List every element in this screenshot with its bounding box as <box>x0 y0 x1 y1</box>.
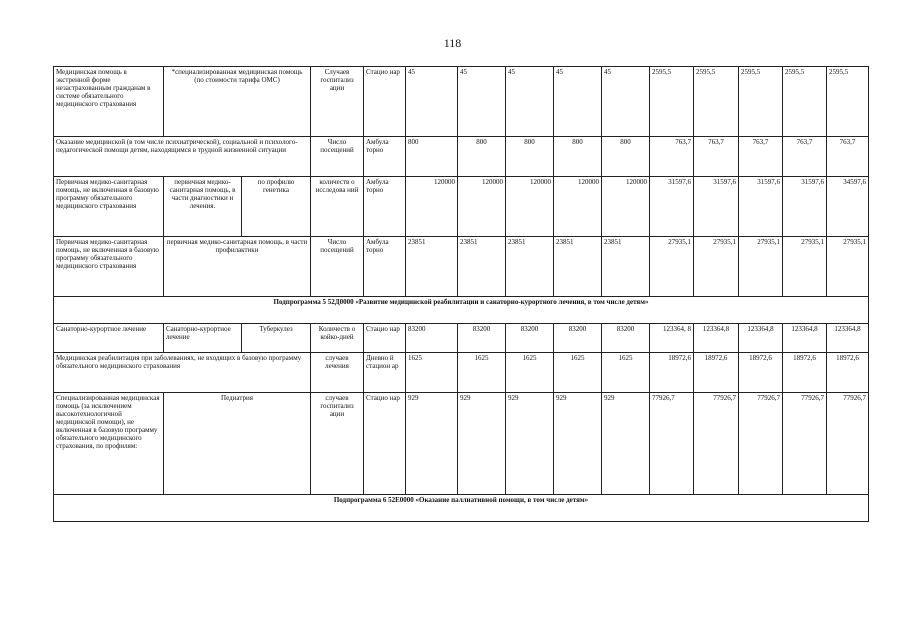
row-v4: 120000 <box>602 177 650 237</box>
row-condition: Амбула торно <box>364 137 406 177</box>
row-base: 120000 <box>406 177 458 237</box>
row-v1: 1625 <box>458 353 506 393</box>
row-c2: 763,7 <box>739 137 783 177</box>
table-row <box>54 237 869 297</box>
row-profile: первичная медико-санитарная помощь, в части профилактики <box>164 237 311 297</box>
subprogram-row <box>54 297 869 324</box>
row-c1: 77926,7 <box>694 393 739 495</box>
row-care: Санаторно-курортное лечение <box>164 324 242 353</box>
row-unit: Случаев госпитализ ации <box>311 67 364 137</box>
row-v4: 45 <box>602 67 650 137</box>
row-c2: 77926,7 <box>739 393 783 495</box>
row-c3: 763,7 <box>783 137 827 177</box>
row-unit: Количеств о койко-дней <box>311 324 364 353</box>
row-v3: 1625 <box>554 353 602 393</box>
row-v4: 83200 <box>602 324 650 353</box>
row-cost: 27935,1 <box>650 237 694 297</box>
row-v2: 1625 <box>506 353 554 393</box>
program-table <box>53 66 869 522</box>
row-v2: 800 <box>506 137 554 177</box>
row-v4: 800 <box>602 137 650 177</box>
row-care: первичная медико-санитарная помощь, в части диагностики и лечения. <box>164 177 242 237</box>
row-unit: Число посещений <box>311 137 364 177</box>
row-profile: Педиатрия <box>164 393 311 495</box>
row-c1: 763,7 <box>694 137 739 177</box>
page-number: 118 <box>443 36 462 50</box>
row-condition: Стацио нар <box>364 67 406 137</box>
row-unit: случаев госпитализ ации <box>311 393 364 495</box>
row-v3: 23851 <box>554 237 602 297</box>
subprogram-row <box>54 495 869 522</box>
row-v1: 120000 <box>458 177 506 237</box>
row-v3: 120000 <box>554 177 602 237</box>
row-v1: 800 <box>458 137 506 177</box>
row-c3: 123364,8 <box>783 324 827 353</box>
row-c2: 27935,1 <box>739 237 783 297</box>
row-cost: 77926,7 <box>650 393 694 495</box>
row-v4: 23851 <box>602 237 650 297</box>
row-v2: 929 <box>506 393 554 495</box>
row-base: 23851 <box>406 237 458 297</box>
row-c4: 77926,7 <box>827 393 869 495</box>
row-v1: 23851 <box>458 237 506 297</box>
table-row <box>54 324 869 353</box>
row-name: Санаторно-курортное лечение <box>54 324 164 353</box>
row-v3: 83200 <box>554 324 602 353</box>
row-c1: 123364,8 <box>694 324 739 353</box>
row-v4: 1625 <box>602 353 650 393</box>
row-c3: 2595,5 <box>783 67 827 137</box>
row-name: Первичная медико-санитарная помощь, не включенная в базовую программу обязательного медицинского страхования <box>54 177 164 237</box>
row-v3: 929 <box>554 393 602 495</box>
row-base: 83200 <box>406 324 458 353</box>
row-c1: 2595,5 <box>694 67 739 137</box>
row-name: Первичная медико-санитарная помощь, не включенная в базовую программу обязательного медицинского страхования <box>54 237 164 297</box>
row-condition: Стацио нар <box>364 393 406 495</box>
row-c2: 31597,6 <box>739 177 783 237</box>
row-profile: Туберкулез <box>242 324 311 353</box>
row-v1: 83200 <box>458 324 506 353</box>
row-c1: 18972,6 <box>694 353 739 393</box>
row-base: 800 <box>406 137 458 177</box>
row-cost: 31597,6 <box>650 177 694 237</box>
row-cost: 2595,5 <box>650 67 694 137</box>
row-v1: 45 <box>458 67 506 137</box>
row-v1: 929 <box>458 393 506 495</box>
subprogram-6-title: Подпрограмма 6 52Е0000 «Оказание паллиативной помощи, в том числе детям» <box>54 495 869 522</box>
row-name: Медицинская реабилитация при заболеваниях, не входящих в базовую программу обязательного медицинского страхования <box>54 353 311 393</box>
row-condition: Амбула торно <box>364 237 406 297</box>
row-c1: 27935,1 <box>694 237 739 297</box>
row-v2: 45 <box>506 67 554 137</box>
row-v3: 45 <box>554 67 602 137</box>
row-cost: 763,7 <box>650 137 694 177</box>
row-c4: 27935,1 <box>827 237 869 297</box>
row-name: Медицинская помощь в экстренной форме незастрахованным гражданам в системе обязательного медицинского страхования <box>54 67 164 137</box>
row-cost: 18972,6 <box>650 353 694 393</box>
row-name: Специализированная медицинская помощь (за исключением высокотехнологичной медицинской помощи), не включенная в базовую программу обязательного медицинского страхования, по профилям: <box>54 393 164 495</box>
row-c4: 18972,6 <box>827 353 869 393</box>
row-unit: Число посещений <box>311 237 364 297</box>
table-row <box>54 353 869 393</box>
row-v3: 800 <box>554 137 602 177</box>
row-c3: 18972,6 <box>783 353 827 393</box>
row-c3: 31597,6 <box>783 177 827 237</box>
row-cost: 123364, 8 <box>650 324 694 353</box>
row-v2: 23851 <box>506 237 554 297</box>
row-base: 1625 <box>406 353 458 393</box>
table-row <box>54 177 869 237</box>
row-c1: 31597,6 <box>694 177 739 237</box>
row-c4: 34597,6 <box>827 177 869 237</box>
row-unit: количеств о исследова ний <box>311 177 364 237</box>
row-unit: случаев лечения <box>311 353 364 393</box>
row-name: Оказание медицинской (в том числе психиатрической), социальной и психолого-педагогической помощи детям, находящимся в трудной жизненной ситуации <box>54 137 311 177</box>
row-profile: по профилю генетика <box>242 177 311 237</box>
subprogram-5-title: Подпрограмма 5 52Д0000 «Развитие медицинской реабилитации и санаторно-курортного лечения, в том числе детям» <box>54 297 869 324</box>
row-c2: 123364,8 <box>739 324 783 353</box>
row-c2: 18972,6 <box>739 353 783 393</box>
row-base: 929 <box>406 393 458 495</box>
row-c4: 123364,8 <box>827 324 869 353</box>
table-row <box>54 137 869 177</box>
row-condition: Амбула торно <box>364 177 406 237</box>
table-row <box>54 393 869 495</box>
row-profile: *специализированная медицинская помощь (по стоимости тарифа ОМС) <box>164 67 311 137</box>
row-v2: 120000 <box>506 177 554 237</box>
row-c4: 763,7 <box>827 137 869 177</box>
row-condition: Стацио нар <box>364 324 406 353</box>
row-c2: 2595,5 <box>739 67 783 137</box>
row-c4: 2595,5 <box>827 67 869 137</box>
row-c3: 27935,1 <box>783 237 827 297</box>
row-base: 45 <box>406 67 458 137</box>
row-v2: 83200 <box>506 324 554 353</box>
row-condition: Дневно й стацион ар <box>364 353 406 393</box>
row-c3: 77926,7 <box>783 393 827 495</box>
row-v4: 929 <box>602 393 650 495</box>
table-row <box>54 67 869 137</box>
